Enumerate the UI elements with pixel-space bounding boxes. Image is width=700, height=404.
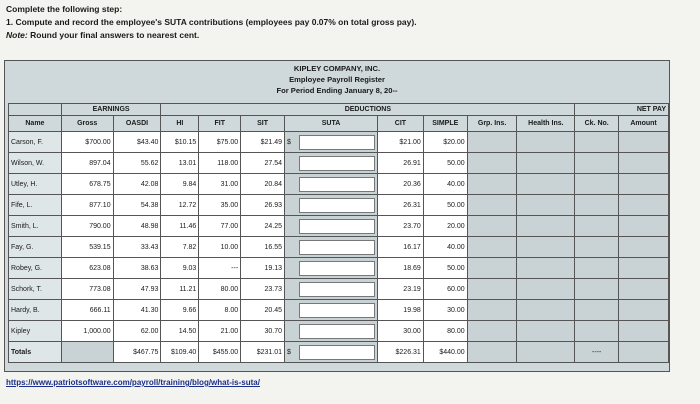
totals-row [9, 342, 669, 363]
grp-ins-cell [467, 279, 517, 300]
employee-name: Carson, F. [9, 132, 62, 153]
suta-cell [285, 300, 378, 321]
amount-cell [619, 321, 669, 342]
band-earnings: EARNINGS [61, 104, 161, 116]
gross-cell: 1,000.00 [61, 321, 113, 342]
fit-cell: 118.00 [199, 153, 241, 174]
table-row [9, 237, 669, 258]
simple-cell: 60.00 [423, 279, 467, 300]
health-ins-cell [517, 174, 575, 195]
amount-cell [619, 174, 669, 195]
column-header: SIMPLE [423, 116, 467, 132]
employee-name: Wilson, W. [9, 153, 62, 174]
totals-fit: $455.00 [199, 342, 241, 363]
source-link[interactable]: https://www.patriotsoftware.com/payroll/training/blog/what-is-suta/ [6, 378, 260, 387]
sit-cell: 26.93 [241, 195, 285, 216]
company-name: KIPLEY COMPANY, INC. [293, 64, 381, 73]
totals-oasdi: $467.75 [113, 342, 161, 363]
fit-cell: 35.00 [199, 195, 241, 216]
table-row [9, 174, 669, 195]
oasdi-cell: 38.63 [113, 258, 161, 279]
fit-cell: --- [199, 258, 241, 279]
table-row [9, 300, 669, 321]
column-header: FIT [199, 116, 241, 132]
column-header: SIT [241, 116, 285, 132]
employee-name: Fife, L. [9, 195, 62, 216]
hi-cell: 7.82 [161, 237, 199, 258]
column-header: Amount [619, 116, 669, 132]
register-period: For Period Ending January 8, 20-- [276, 86, 398, 95]
cit-cell: 26.31 [378, 195, 424, 216]
health-ins-cell [517, 132, 575, 153]
amount-cell [619, 216, 669, 237]
ck-no-cell [575, 258, 619, 279]
oasdi-cell: 48.98 [113, 216, 161, 237]
suta-input[interactable] [299, 177, 375, 192]
ck-no-cell [575, 216, 619, 237]
sit-cell: 27.54 [241, 153, 285, 174]
simple-cell: 50.00 [423, 195, 467, 216]
employee-name: Robey, G. [9, 258, 62, 279]
ck-no-cell [575, 300, 619, 321]
suta-input[interactable] [299, 240, 375, 255]
column-header: Ck. No. [575, 116, 619, 132]
gross-cell: 678.75 [61, 174, 113, 195]
amount-cell [619, 237, 669, 258]
ck-no-cell [575, 279, 619, 300]
column-header: Grp. Ins. [467, 116, 517, 132]
suta-cell [285, 174, 378, 195]
suta-input[interactable] [299, 303, 375, 318]
ck-no-cell [575, 153, 619, 174]
register-header [5, 61, 669, 101]
instructions-step: 1. Compute and record the employee's SUTA contributions (employees pay 0.07% on total gross pay). [6, 17, 417, 27]
column-header: Health Ins. [517, 116, 575, 132]
oasdi-cell: 42.08 [113, 174, 161, 195]
cit-cell: 30.00 [378, 321, 424, 342]
grp-ins-cell [467, 258, 517, 279]
hi-cell: 9.66 [161, 300, 199, 321]
cit-cell: $21.00 [378, 132, 424, 153]
gross-cell: 623.08 [61, 258, 113, 279]
fit-cell: 10.00 [199, 237, 241, 258]
suta-dollar: $ [287, 138, 291, 146]
hi-cell: 9.03 [161, 258, 199, 279]
cit-cell: 18.69 [378, 258, 424, 279]
column-header: HI [161, 116, 199, 132]
employee-name: Hardy, B. [9, 300, 62, 321]
simple-cell: 80.00 [423, 321, 467, 342]
cit-cell: 19.98 [378, 300, 424, 321]
grp-ins-cell [467, 300, 517, 321]
cit-cell: 23.19 [378, 279, 424, 300]
note-label: Note: [6, 30, 28, 40]
fit-cell: 31.00 [199, 174, 241, 195]
table-row [9, 321, 669, 342]
sit-cell: 20.45 [241, 300, 285, 321]
oasdi-cell: 55.62 [113, 153, 161, 174]
payroll-register [4, 60, 670, 372]
fit-cell: 80.00 [199, 279, 241, 300]
hi-cell: $10.15 [161, 132, 199, 153]
grp-ins-cell [467, 174, 517, 195]
table-row [9, 279, 669, 300]
fit-cell: $75.00 [199, 132, 241, 153]
oasdi-cell: 41.30 [113, 300, 161, 321]
suta-cell [285, 216, 378, 237]
band-row [9, 104, 669, 116]
table-row [9, 195, 669, 216]
gross-cell: 877.10 [61, 195, 113, 216]
health-ins-cell [517, 300, 575, 321]
hi-cell: 9.84 [161, 174, 199, 195]
suta-input[interactable] [299, 282, 375, 297]
health-ins-cell [517, 216, 575, 237]
gross-cell: 666.11 [61, 300, 113, 321]
table-row [9, 216, 669, 237]
suta-cell [285, 279, 378, 300]
amount-cell [619, 258, 669, 279]
cit-cell: 16.17 [378, 237, 424, 258]
suta-input[interactable] [299, 156, 375, 171]
hi-cell: 12.72 [161, 195, 199, 216]
ck-no-cell [575, 237, 619, 258]
column-header: CIT [378, 116, 424, 132]
gross-cell: 897.04 [61, 153, 113, 174]
oasdi-cell: 47.93 [113, 279, 161, 300]
column-header: OASDI [113, 116, 161, 132]
hi-cell: 11.46 [161, 216, 199, 237]
hi-cell: 13.01 [161, 153, 199, 174]
grp-ins-cell [467, 237, 517, 258]
simple-cell: 40.00 [423, 174, 467, 195]
amount-cell [619, 300, 669, 321]
table-row [9, 153, 669, 174]
table-row [9, 258, 669, 279]
totals-gross [61, 342, 113, 363]
sit-cell: 16.55 [241, 237, 285, 258]
band-deductions: DEDUCTIONS [161, 104, 575, 116]
cit-cell: 23.70 [378, 216, 424, 237]
instructions-heading: Complete the following step: [6, 4, 123, 14]
totals-ck-no: ---- [575, 342, 619, 363]
suta-input[interactable] [299, 324, 375, 339]
gross-cell: 790.00 [61, 216, 113, 237]
grp-ins-cell [467, 132, 517, 153]
totals-label: Totals [9, 342, 62, 363]
employee-name: Utley, H. [9, 174, 62, 195]
ck-no-cell [575, 321, 619, 342]
table-row [9, 132, 669, 153]
sit-cell: 20.84 [241, 174, 285, 195]
column-header: SUTA [285, 116, 378, 132]
oasdi-cell: 54.38 [113, 195, 161, 216]
column-header: Gross [61, 116, 113, 132]
ck-no-cell [575, 195, 619, 216]
health-ins-cell [517, 321, 575, 342]
column-header-row [9, 116, 669, 132]
oasdi-cell: 33.43 [113, 237, 161, 258]
column-header: Name [9, 116, 62, 132]
employee-name: Fay, G. [9, 237, 62, 258]
simple-cell: 30.00 [423, 300, 467, 321]
totals-hi: $109.40 [161, 342, 199, 363]
totals-cit: $226.31 [378, 342, 424, 363]
gross-cell: $700.00 [61, 132, 113, 153]
gross-cell: 773.08 [61, 279, 113, 300]
simple-cell: 50.00 [423, 153, 467, 174]
grp-ins-cell [467, 216, 517, 237]
hi-cell: 11.21 [161, 279, 199, 300]
hi-cell: 14.50 [161, 321, 199, 342]
suta-cell [285, 153, 378, 174]
employee-name: Smith, L. [9, 216, 62, 237]
oasdi-cell: 62.00 [113, 321, 161, 342]
suta-input[interactable] [299, 135, 375, 150]
instructions-note [6, 29, 417, 42]
fit-cell: 77.00 [199, 216, 241, 237]
note-text: Round your final answers to nearest cent. [30, 30, 200, 40]
sit-cell: 24.25 [241, 216, 285, 237]
suta-cell [285, 321, 378, 342]
instructions [6, 3, 417, 42]
simple-cell: $20.00 [423, 132, 467, 153]
amount-cell [619, 195, 669, 216]
health-ins-cell [517, 279, 575, 300]
suta-cell [285, 237, 378, 258]
totals-sit: $231.01 [241, 342, 285, 363]
suta-cell [285, 195, 378, 216]
fit-cell: 8.00 [199, 300, 241, 321]
totals-simple: $440.00 [423, 342, 467, 363]
sit-cell: $21.49 [241, 132, 285, 153]
grp-ins-cell [467, 195, 517, 216]
sit-cell: 30.70 [241, 321, 285, 342]
totals-suta-input[interactable] [299, 345, 375, 360]
simple-cell: 50.00 [423, 258, 467, 279]
suta-input[interactable] [299, 261, 375, 276]
amount-cell [619, 153, 669, 174]
gross-cell: 539.15 [61, 237, 113, 258]
simple-cell: 40.00 [423, 237, 467, 258]
ck-no-cell [575, 174, 619, 195]
register-table [8, 103, 669, 363]
employee-name: Kipley [9, 321, 62, 342]
suta-cell [285, 258, 378, 279]
grp-ins-cell [467, 321, 517, 342]
health-ins-cell [517, 153, 575, 174]
register-body [9, 132, 669, 342]
suta-input[interactable] [299, 198, 375, 213]
oasdi-cell: $43.40 [113, 132, 161, 153]
cit-cell: 20.36 [378, 174, 424, 195]
amount-cell [619, 279, 669, 300]
employee-name: Schork, T. [9, 279, 62, 300]
suta-input[interactable] [299, 219, 375, 234]
sit-cell: 23.73 [241, 279, 285, 300]
health-ins-cell [517, 195, 575, 216]
simple-cell: 20.00 [423, 216, 467, 237]
health-ins-cell [517, 258, 575, 279]
amount-cell [619, 132, 669, 153]
health-ins-cell [517, 237, 575, 258]
grp-ins-cell [467, 153, 517, 174]
sit-cell: 19.13 [241, 258, 285, 279]
ck-no-cell [575, 132, 619, 153]
suta-cell [285, 132, 378, 153]
cit-cell: 26.91 [378, 153, 424, 174]
totals-suta-dollar: $ [287, 348, 291, 356]
register-title: Employee Payroll Register [289, 75, 385, 84]
band-net-pay: NET PAY [575, 104, 669, 116]
fit-cell: 21.00 [199, 321, 241, 342]
